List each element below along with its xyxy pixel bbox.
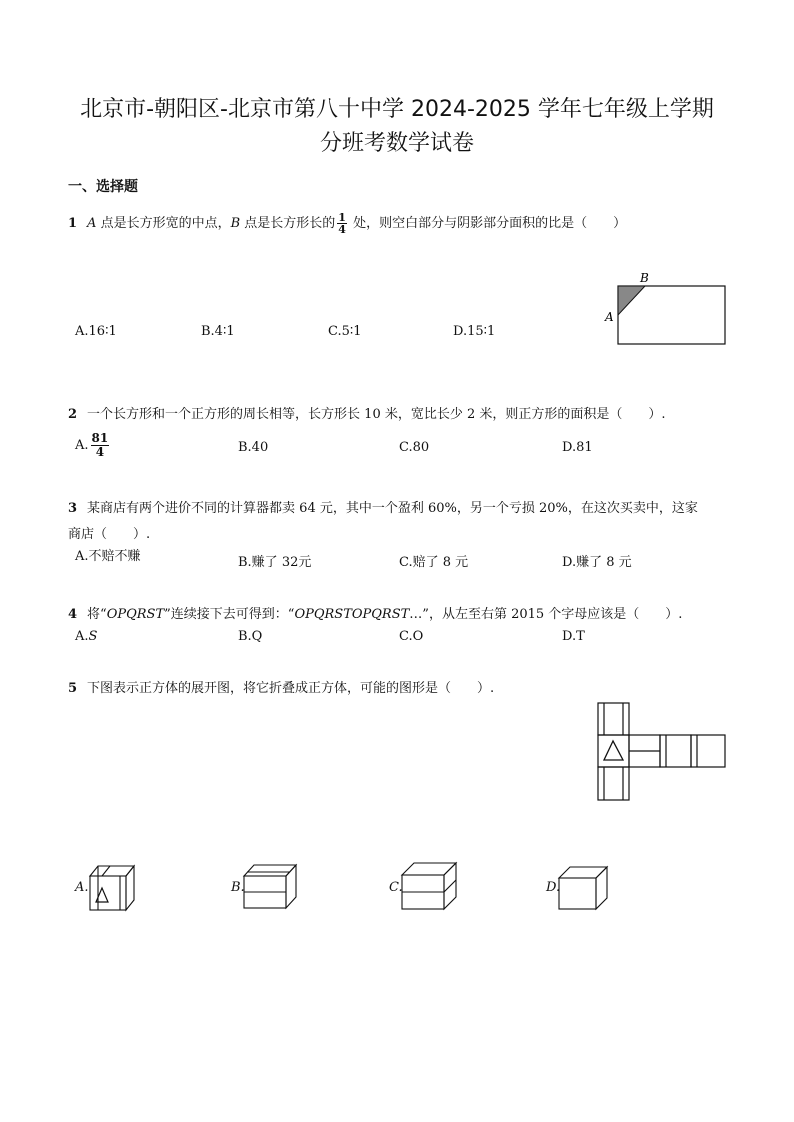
page-title-line1: 北京市-朝阳区-北京市第八十中学 2024-2025 学年七年级上学期 [80, 97, 714, 122]
question-text: 下图表示正方体的展开图，将它折叠成正方体，可能的图形是（ ）. [87, 681, 495, 696]
letter-sequence: OPQRSTOPQRST [294, 607, 410, 622]
q5-option-d-label[interactable]: D. [546, 880, 561, 895]
fraction-numerator: 81 [91, 431, 109, 445]
q5-option-c-cube[interactable] [400, 860, 460, 912]
option-prefix: A. [75, 438, 89, 453]
question-number: 4 [68, 607, 78, 622]
q4-option-d[interactable]: D.T [562, 629, 585, 644]
question-5 [68, 677, 494, 696]
var-a: A [87, 216, 97, 231]
q2-option-a[interactable] [75, 432, 111, 459]
option-prefix: A. [75, 629, 89, 644]
fraction-numerator: 1 [338, 211, 346, 224]
q2-option-c[interactable]: C.80 [399, 440, 430, 455]
question-text: 处，则空白部分与阴影部分面积的比是（ ） [348, 216, 627, 231]
fraction [91, 432, 110, 459]
q3-option-c[interactable]: C.赔了 8 元 [399, 555, 469, 570]
question-text: 点是长方形宽的中点， [96, 216, 231, 231]
question-text: 点是长方形长的 [240, 216, 336, 231]
q3-option-a[interactable]: A.不赔不赚 [75, 549, 141, 564]
q1-rectangle-figure [600, 268, 730, 348]
question-4 [68, 603, 682, 622]
question-number: 1 [68, 216, 78, 231]
fraction-denominator: 4 [338, 223, 346, 236]
q3-option-b[interactable]: B.赚了 32元 [238, 555, 312, 570]
shaded-triangle [618, 286, 645, 315]
q5-option-a-label[interactable]: A. [75, 880, 89, 895]
question-text: ”连续接下去可得到：“ [164, 607, 295, 622]
q5-option-b-cube[interactable] [242, 862, 300, 912]
q1-option-a[interactable]: A.16∶1 [75, 324, 117, 339]
q5-option-d-cube[interactable] [557, 864, 611, 912]
q5-option-a-cube[interactable] [86, 862, 142, 912]
q4-option-a[interactable] [75, 629, 97, 644]
q1-option-b[interactable]: B.4∶1 [201, 324, 235, 339]
fraction [337, 212, 347, 235]
question-text: …”，从左至右第 2015 个字母应该是（ ）. [409, 607, 683, 622]
page-title-line2: 分班考数学试卷 [319, 131, 474, 156]
question-text: 某商店有两个进价不同的计算器都卖 64 元，其中一个盈利 60%，另一个亏损 20%，在这次买卖中，这家 [87, 501, 698, 516]
option-value: S [88, 629, 98, 644]
question-number: 5 [68, 681, 78, 696]
q5-option-b-label[interactable]: B. [231, 880, 245, 895]
q3-option-d[interactable]: D.赚了 8 元 [562, 555, 632, 570]
var-b: B [230, 216, 241, 231]
q5-option-c-label[interactable]: C. [389, 880, 403, 895]
question-number: 3 [68, 501, 78, 516]
q4-option-b[interactable]: B.Q [238, 629, 263, 644]
question-2 [68, 403, 666, 422]
letter-sequence: OPQRST [106, 607, 165, 622]
question-text: 一个长方形和一个正方形的周长相等，长方形长 10 米，宽比长少 2 米，则正方形的面积是（ ）. [87, 407, 666, 422]
q2-option-d[interactable]: D.81 [562, 440, 593, 455]
label-b: B [640, 271, 649, 285]
q2-option-b[interactable]: B.40 [238, 440, 269, 455]
question-number: 2 [68, 407, 78, 422]
question-1 [68, 212, 626, 235]
q1-option-c[interactable]: C.5∶1 [328, 324, 362, 339]
fraction-denominator: 4 [95, 445, 105, 459]
triangle-icon [604, 741, 623, 760]
question-text: 将“ [87, 607, 107, 622]
q1-option-d[interactable]: D.15∶1 [453, 324, 496, 339]
label-a: A [605, 310, 614, 324]
cube-net-figure [590, 700, 730, 804]
question-3 [68, 497, 698, 516]
section-heading: 一、选择题 [68, 179, 138, 195]
q4-option-c[interactable]: C.O [399, 629, 424, 644]
question-3-continued: 商店（ ）. [68, 527, 151, 542]
